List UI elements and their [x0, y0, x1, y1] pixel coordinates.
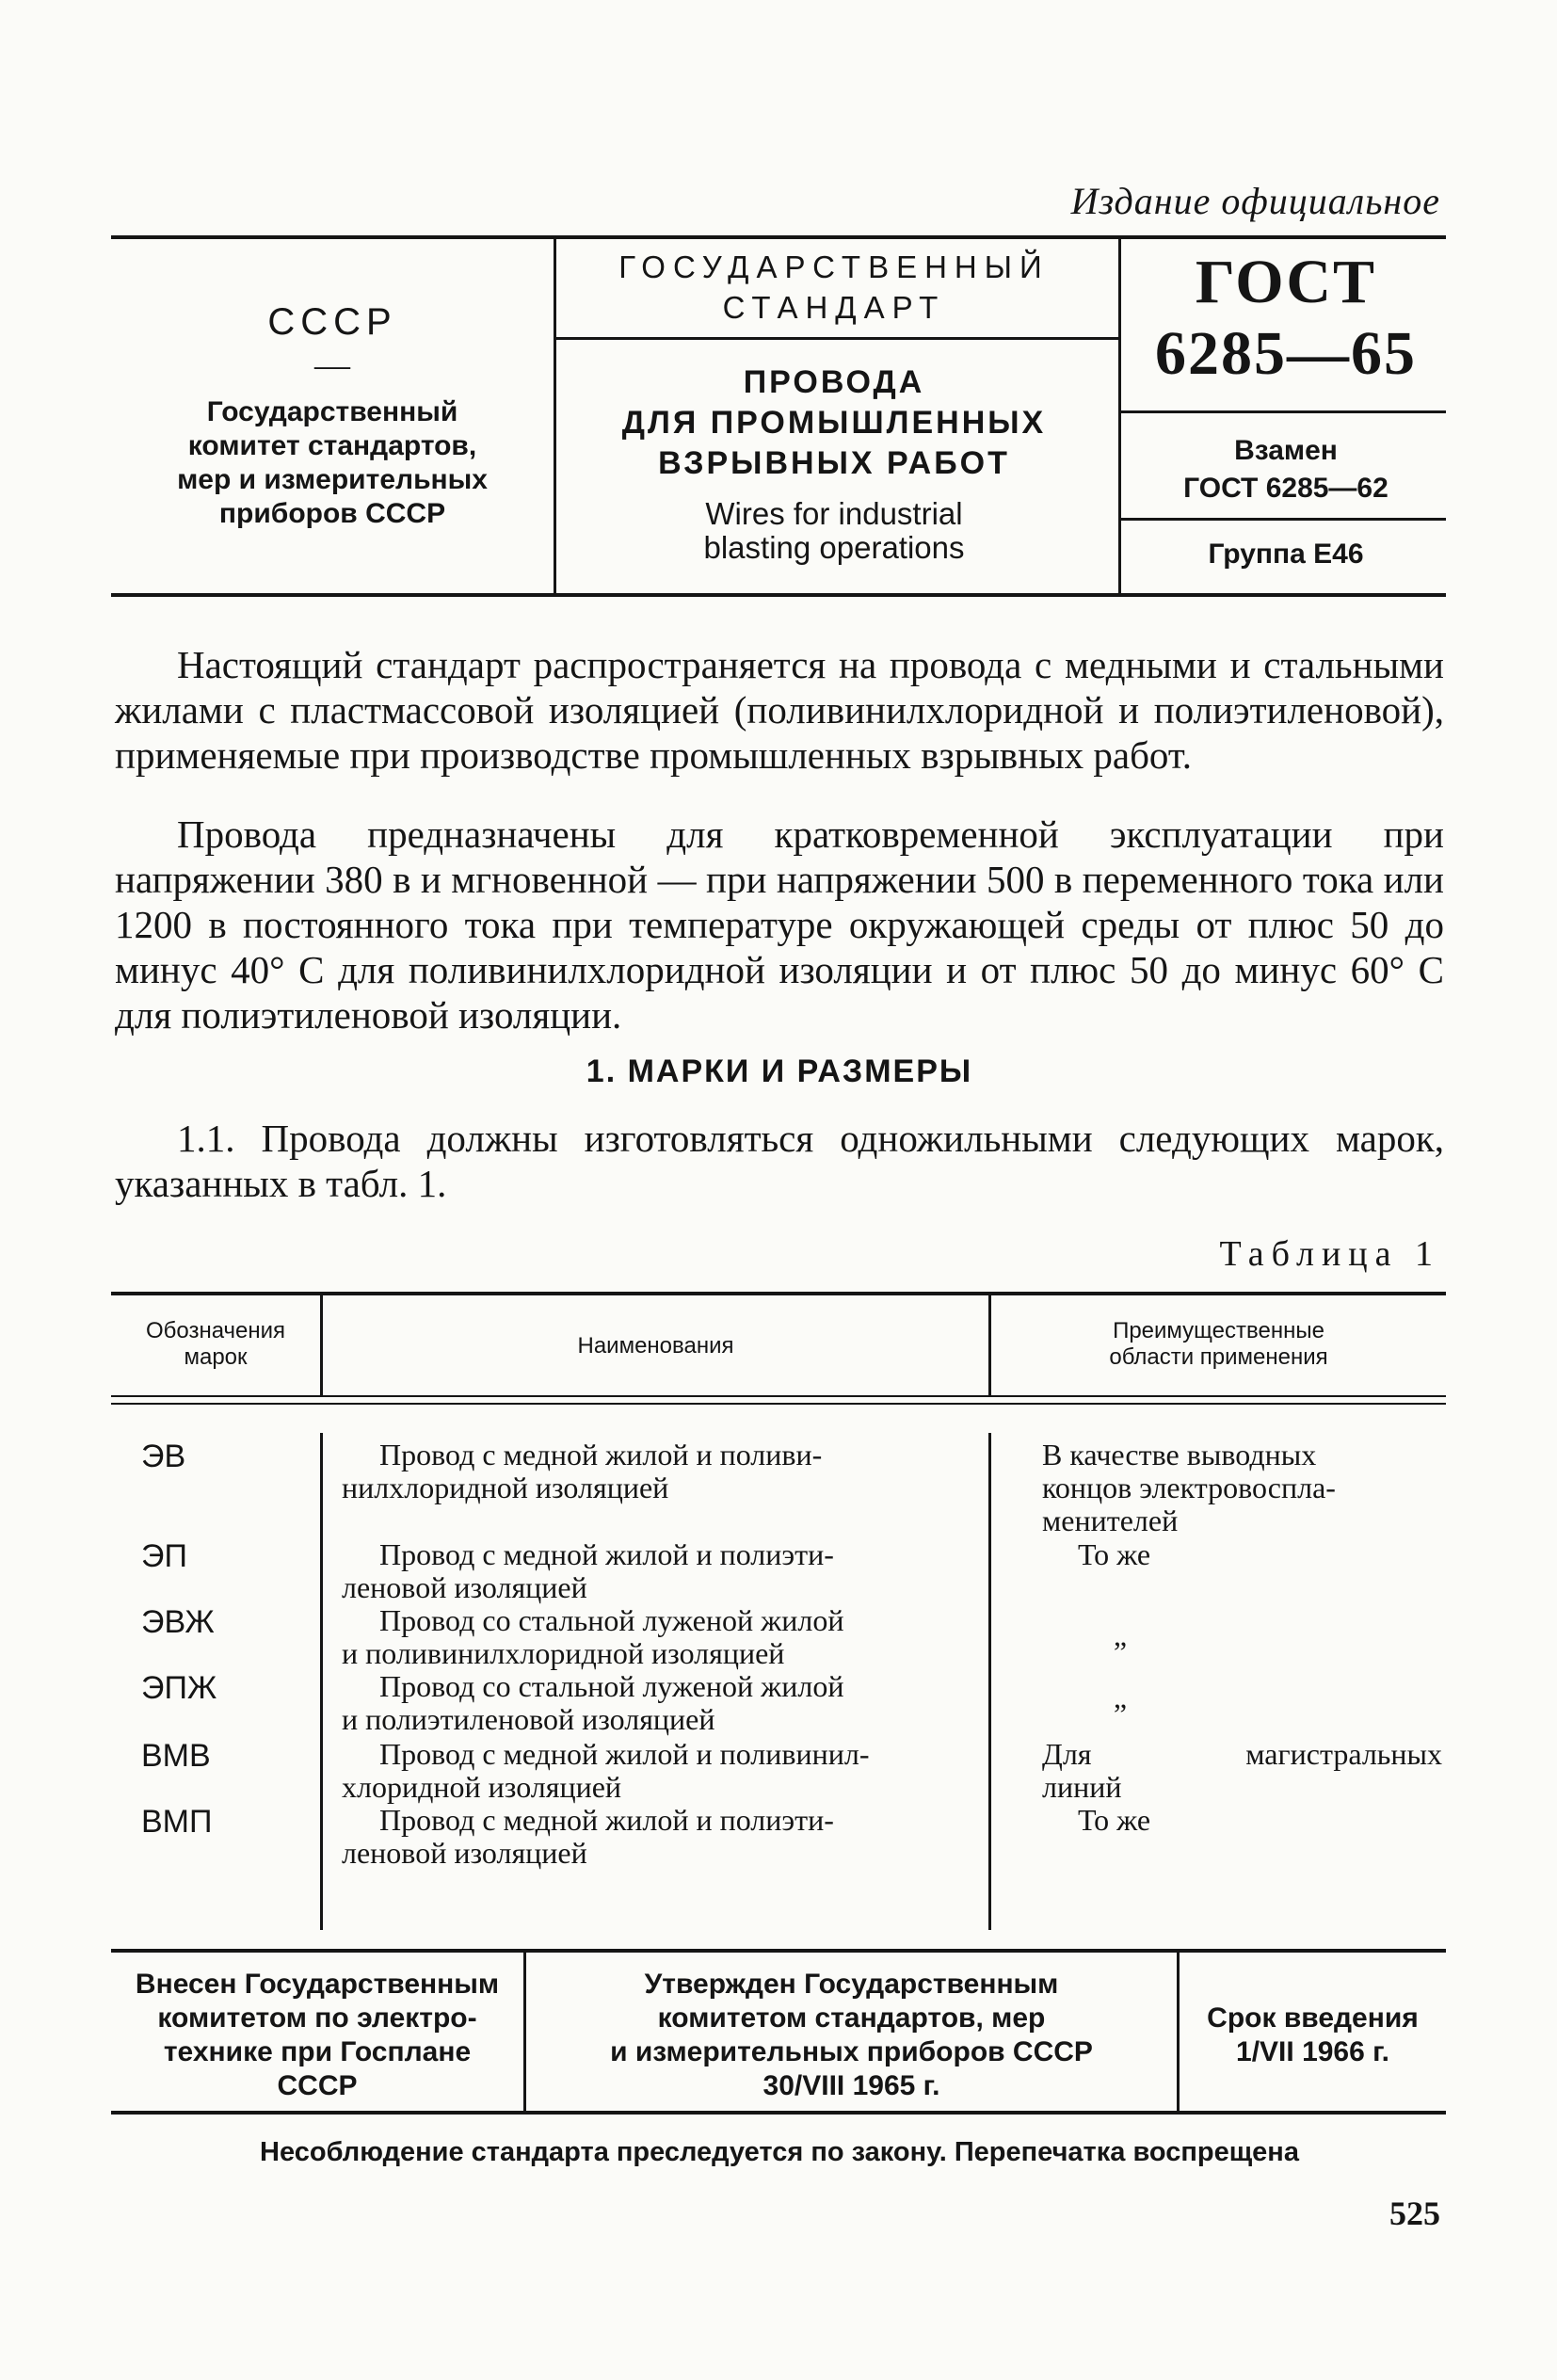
standard-type: [561, 247, 1107, 328]
country-label: СССР: [267, 301, 397, 343]
table-col-divider-body-1: [320, 1433, 323, 1930]
application-line: менителей: [1042, 1504, 1179, 1537]
header-bottom-rule: [111, 593, 1446, 597]
replaces-value: ГОСТ 6285—62: [1183, 473, 1388, 504]
application-line: концов электровоспла-: [1042, 1471, 1336, 1504]
table-row-code: ЭП: [141, 1538, 187, 1574]
paragraph-purpose: [115, 812, 1444, 1037]
effective-line: 1/VII 1966 г.: [1236, 2036, 1389, 2067]
approved-line: и измерительных приборов СССР: [610, 2036, 1093, 2067]
committee-line: Государственный: [206, 396, 458, 427]
table-row-name: [342, 1804, 968, 1870]
gost-label: ГОСТ: [1195, 248, 1377, 316]
legal-notice: Несоблюдение стандарта преследуется по закону. Перепечатка воспрещена: [260, 2137, 1299, 2167]
table-header-rule-2: [111, 1403, 1446, 1405]
name-line: Провод со стальной луженой жилой: [379, 1669, 844, 1703]
header-line: марок: [184, 1344, 248, 1370]
gost-divider: [1121, 410, 1446, 413]
footer-top-rule: [111, 1949, 1446, 1953]
ditto-mark: „: [1113, 1618, 1128, 1652]
table-row-code: ВМВ: [141, 1738, 211, 1774]
title-ru-line: ДЛЯ ПРОМЫШЛЕННЫХ: [621, 405, 1047, 441]
name-line: и поливинилхлоридной изоляцией: [342, 1636, 785, 1670]
introduced-line: Внесен Государственным: [135, 1969, 500, 2000]
name-line: нилхлоридной изоляцией: [342, 1471, 669, 1504]
header-line: Преимущественные: [1113, 1318, 1324, 1343]
table-row-application: [1042, 1538, 1442, 1571]
application-line: То же: [1078, 1803, 1151, 1837]
name-line: Провод со стальной луженой жилой: [379, 1603, 844, 1637]
table-row-name: [342, 1439, 968, 1504]
effective-date: [1180, 2002, 1446, 2069]
table-row-name: [342, 1538, 968, 1604]
standard-type-line: ГОСУДАРСТВЕННЫЙ: [618, 249, 1050, 284]
replaces-label: Взамен: [1234, 435, 1338, 466]
header-divider-1: [554, 239, 556, 593]
table-row-application: [1042, 1804, 1442, 1837]
table-row-name: [342, 1738, 968, 1804]
table-header-code: [111, 1318, 320, 1371]
table-row-code: ЭВ: [141, 1439, 186, 1474]
title-divider: [556, 337, 1118, 340]
approved-line: 30/VIII 1965 г.: [762, 2070, 940, 2101]
group-divider: [1121, 518, 1446, 521]
ditto-mark: „: [1113, 1680, 1128, 1714]
table-row-application: [1042, 1439, 1442, 1537]
introduced-line: комитетом по электро-: [157, 2002, 477, 2034]
committee-line: комитет стандартов,: [187, 430, 477, 461]
table-row-code: ЭПЖ: [141, 1670, 217, 1706]
table-row-name: [342, 1670, 968, 1736]
name-line: Провод с медной жилой и полиэти-: [379, 1537, 834, 1571]
header-top-rule: [111, 235, 1446, 239]
table-header-name: Наименования: [577, 1333, 734, 1359]
application-line: В качестве выводных: [1042, 1438, 1317, 1471]
section-title: 1. МАРКИ И РАЗМЕРЫ: [586, 1053, 973, 1089]
title-en-line: blasting operations: [703, 530, 965, 565]
paragraph-text: 1.1. Провода должны изготовляться одножильными следующих марок, указанных в табл. 1.: [115, 1117, 1444, 1205]
name-line: хлоридной изоляцией: [342, 1770, 622, 1804]
name-line: Провод с медной жилой и полиэти-: [379, 1803, 834, 1837]
application-line: То же: [1078, 1537, 1151, 1571]
committee-line: мер и измерительных: [177, 464, 488, 495]
name-line: Провод с медной жилой и поливинил-: [379, 1737, 870, 1771]
table-row-application: [1083, 1681, 1158, 1714]
introduced-line: СССР: [277, 2070, 358, 2101]
header-divider-2: [1118, 239, 1121, 593]
committee-line: приборов СССР: [218, 498, 446, 529]
replaces-block: [1126, 432, 1446, 507]
header-line: области применения: [1109, 1344, 1328, 1370]
gost-number: 6285—65: [1155, 319, 1417, 388]
paragraph-scope: [115, 642, 1444, 778]
edition-note: Издание официальное: [1070, 180, 1440, 222]
effective-line: Срок введения: [1207, 2002, 1419, 2034]
table-row-application: [1083, 1619, 1158, 1652]
standard-type-line: СТАНДАРТ: [722, 290, 946, 325]
table-header-application: [991, 1318, 1446, 1371]
page-number: 525: [1389, 2195, 1440, 2232]
committee-name: [111, 395, 554, 531]
group-label: Группа Е46: [1208, 539, 1364, 570]
name-line: леновой изоляцией: [342, 1570, 587, 1604]
introduced-by: [111, 1968, 523, 2103]
table-row-name: [342, 1604, 968, 1670]
table-header-rule-1: [111, 1395, 1446, 1397]
header-line: Обозначения: [145, 1318, 286, 1343]
table-row-application: [1042, 1738, 1442, 1804]
title-ru-line: ПРОВОДА: [743, 364, 925, 400]
table-caption: Таблица 1: [1219, 1234, 1440, 1274]
title-ru-line: ВЗРЫВНЫХ РАБОТ: [658, 445, 1010, 481]
name-line: и полиэтиленовой изоляцией: [342, 1702, 715, 1736]
document-title-en: [561, 497, 1107, 565]
document-title-ru: [561, 362, 1107, 484]
approved-line: комитетом стандартов, мер: [657, 2002, 1046, 2034]
introduced-line: технике при Госплане: [163, 2036, 472, 2067]
paragraph-text: Провода предназначены для кратковременной эксплуатации при напряжении 380 в и мгновенной — при напряжении 500 в переменного тока или 1200 в постоянного тока при температуре окружающей среды от плюс 50 до минус 40° С для поливинилхлоридной изоляции и от плюс 50 до минус 60° С для полиэтиленовой изоляции.: [115, 812, 1444, 1037]
name-line: Провод с медной жилой и поливи-: [379, 1438, 823, 1471]
table-row-code: ЭВЖ: [141, 1604, 215, 1640]
country-dash: —: [314, 346, 350, 385]
application-line: линий: [1042, 1770, 1122, 1804]
gost-designation: [1126, 247, 1446, 390]
approved-line: Утвержден Государственным: [644, 1969, 1059, 2000]
approved-by: [526, 1968, 1177, 2103]
footer-bottom-rule: [111, 2111, 1446, 2115]
application-line: Для магистральных: [1042, 1737, 1442, 1771]
title-en-line: Wires for industrial: [705, 496, 963, 531]
table-col-divider-body-2: [988, 1433, 991, 1930]
paragraph-text: Настоящий стандарт распространяется на провода с медными и стальными жилами с пластмассовой изоляцией (поливинилхлоридной и полиэтиленовой), применяемые при производстве промышленных взрывных работ.: [115, 643, 1444, 777]
table-top-rule: [111, 1292, 1446, 1295]
name-line: леновой изоляцией: [342, 1836, 587, 1870]
table-row-code: ВМП: [141, 1804, 213, 1840]
paragraph-clause-1-1: [115, 1116, 1444, 1206]
